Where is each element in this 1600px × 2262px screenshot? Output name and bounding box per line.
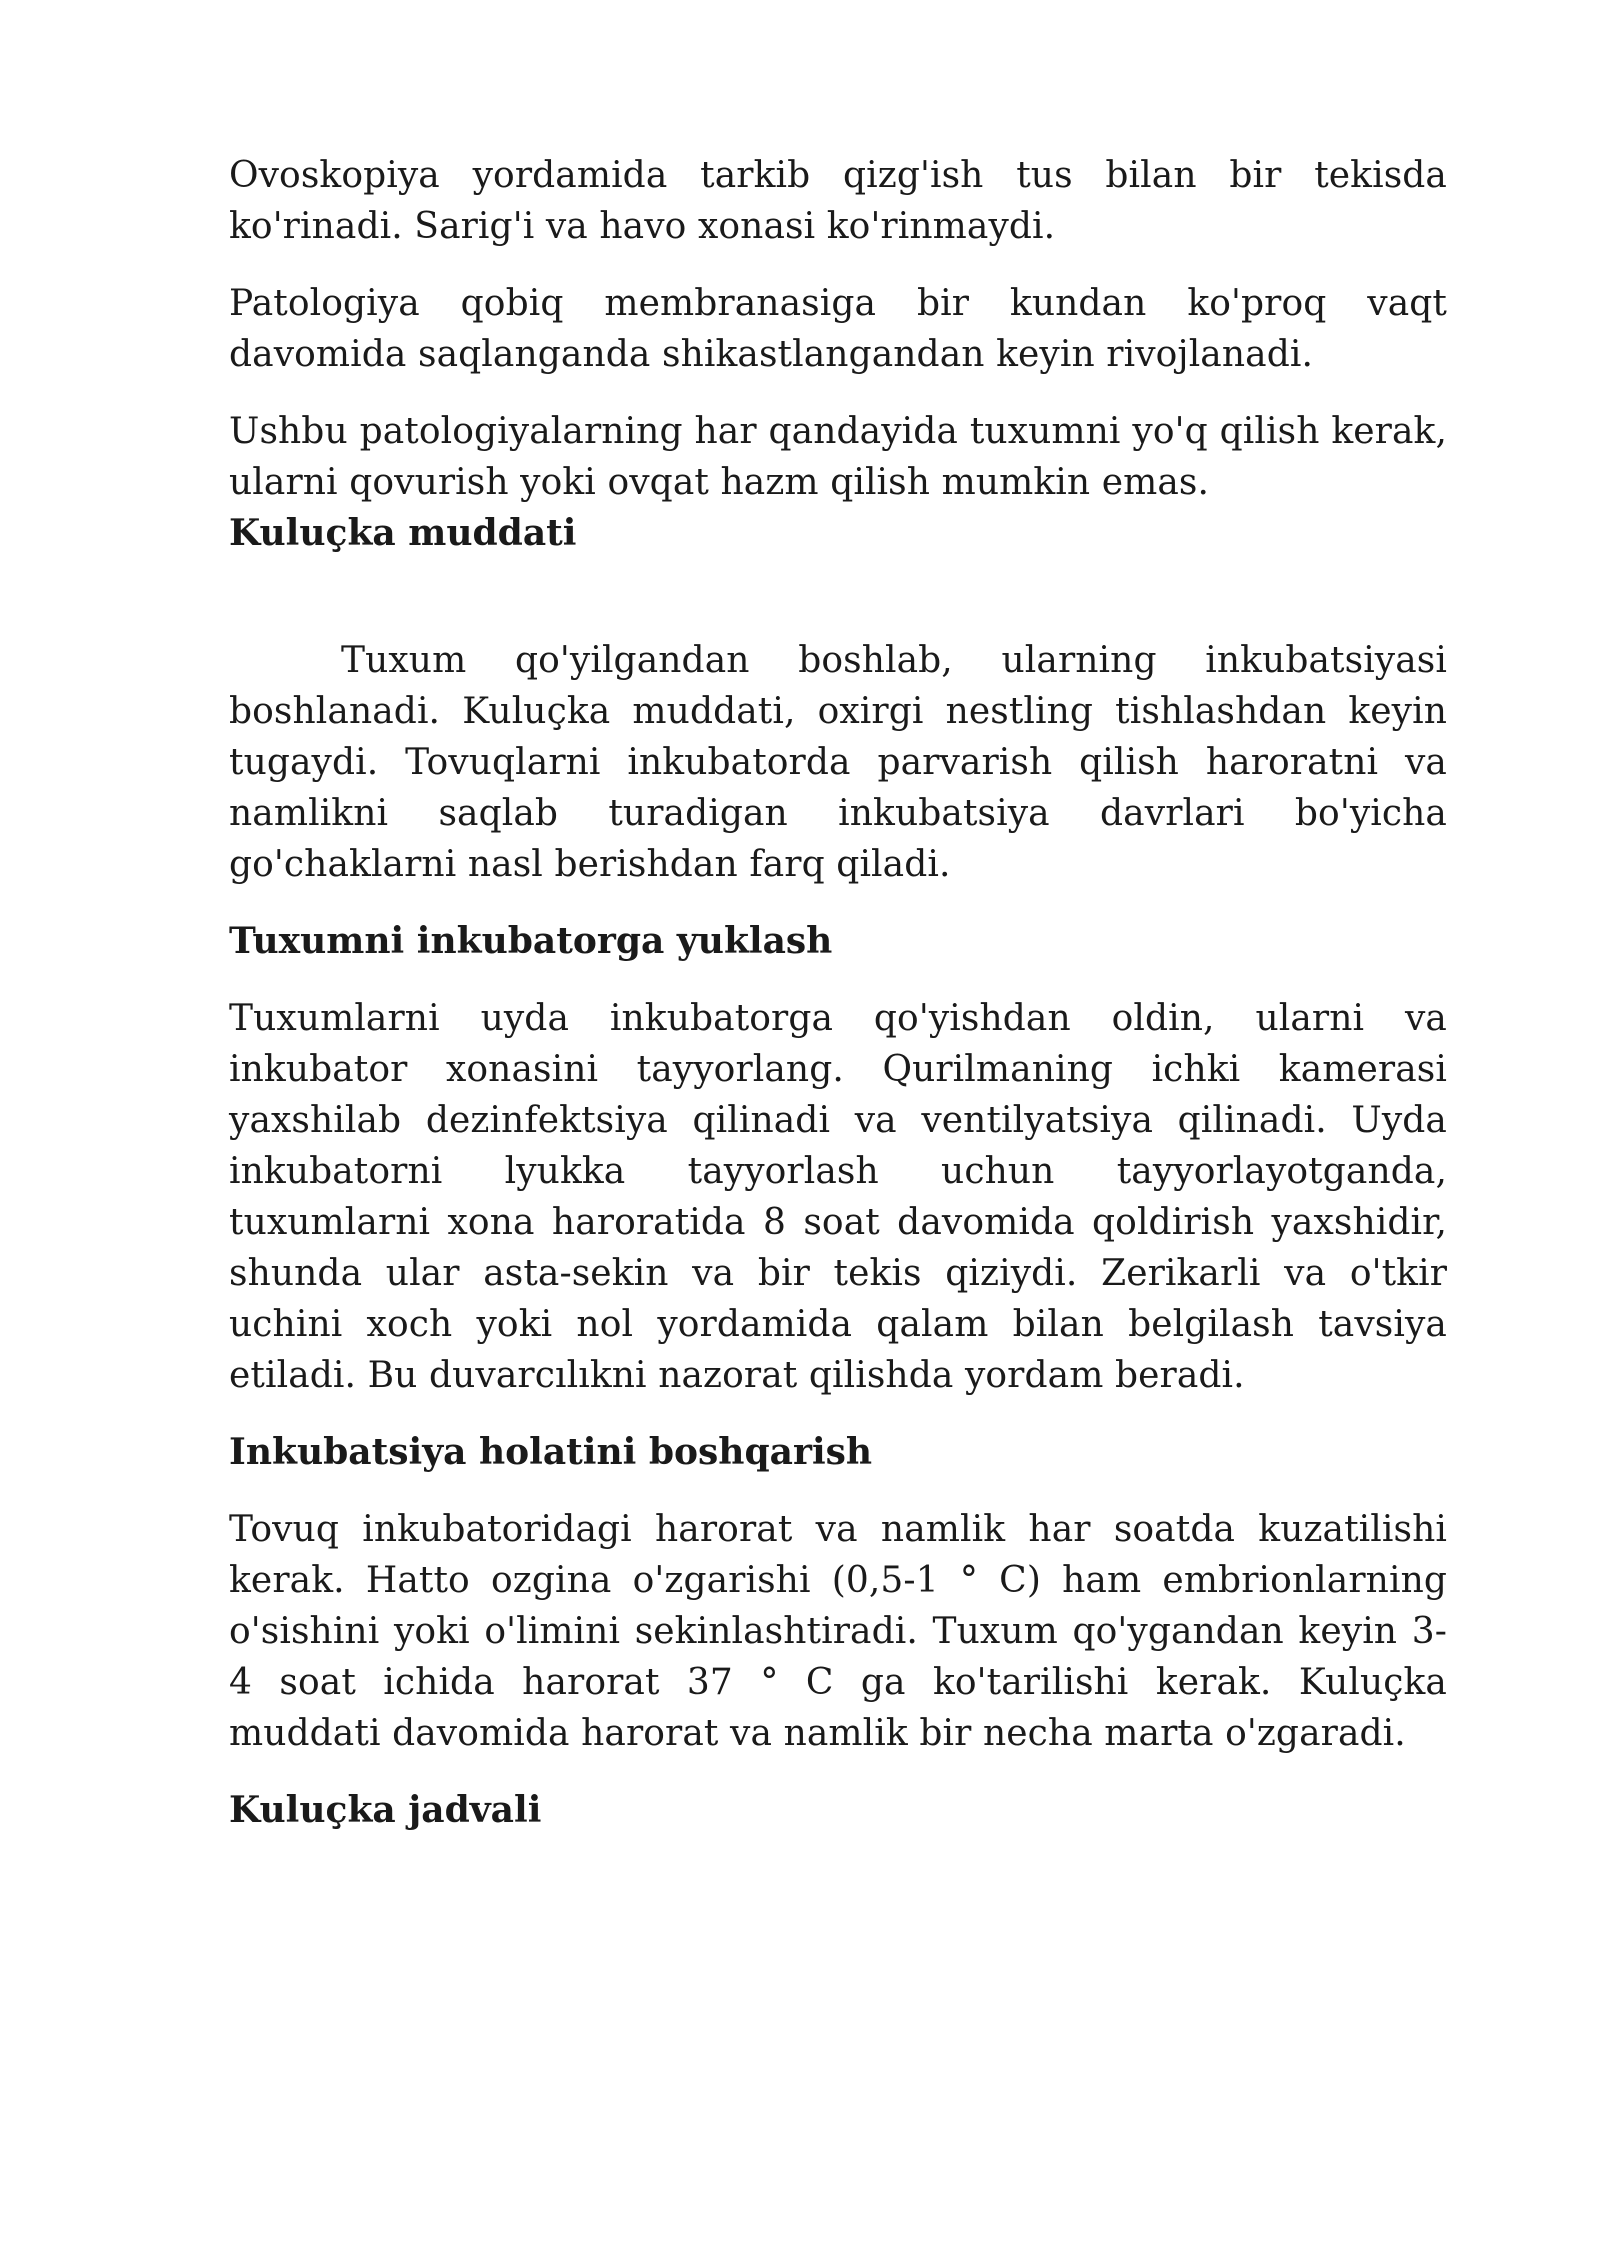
spacer: [229, 559, 1447, 635]
paragraph-control: Tovuq inkubatoridagi harorat va namlik har soatda kuzatilishi kerak. Hatto ozgina o'zgarishi (0,5-1 ° C) ham embrionlarning o'sishini yoki o'limini sekinlashtiradi. Tuxum qo'ygandan keyin 3-4 soat ichida harorat 37 ° C ga ko'tarilishi kerak. Kuluçka muddati davomida harorat va namlik bir necha marta o'zgaradi.: [229, 1509, 1447, 1754]
heading-loading: Tuxumni inkubatorga yuklash: [229, 920, 833, 962]
paragraph-destroy-eggs: Ushbu patologiyalarning har qandayida tuxumni yo'q qilish kerak, ularni qovurish yoki ovqat hazm qilish mumkin emas.: [229, 411, 1447, 503]
heading-incubation-period: Kuluçka muddati: [229, 512, 577, 554]
paragraph-pathology: Patologiya qobiq membranasiga bir kundan ko'proq vaqt davomida saqlanganda shikastlangandan keyin rivojlanadi.: [229, 283, 1447, 375]
paragraph-incubation-period: Tuxum qo'yilgandan boshlab, ularning inkubatsiyasi boshlanadi. Kuluçka muddati, oxirgi nestling tishlashdan keyin tugaydi. Tovuqlarni inkubatorda parvarish qilish haroratni va namlikni saqlab turadigan inkubatsiya davrlari bo'yicha go'chaklarni nasl berishdan farq qiladi.: [229, 640, 1447, 885]
paragraph-loading: Tuxumlarni uyda inkubatorga qo'yishdan oldin, ularni va inkubator xonasini tayyorlang. Qurilmaning ichki kamerasi yaxshilab dezinfektsiya qilinadi va ventilyatsiya qilinadi. Uyda inkubatorni lyukka tayyorlash uchun tayyorlayotganda, tuxumlarni xona haroratida 8 soat davomida qoldirish yaxshidir, shunda ular asta-sekin va bir tekis qiziydi. Zerikarli va o'tkir uchini xoch yoki nol yordamida qalam bilan belgilash tavsiya etiladi. Bu duvarcılıkni nazorat qilishda yordam beradi.: [229, 998, 1447, 1396]
heading-control: Inkubatsiya holatini boshqarish: [229, 1431, 873, 1473]
document-body: [229, 150, 1447, 1836]
paragraph-ovoscopy: Ovoskopiya yordamida tarkib qizg'ish tus bilan bir tekisda ko'rinadi. Sarig'i va havo xonasi ko'rinmaydi.: [229, 155, 1447, 247]
heading-schedule: Kuluçka jadvali: [229, 1789, 542, 1831]
